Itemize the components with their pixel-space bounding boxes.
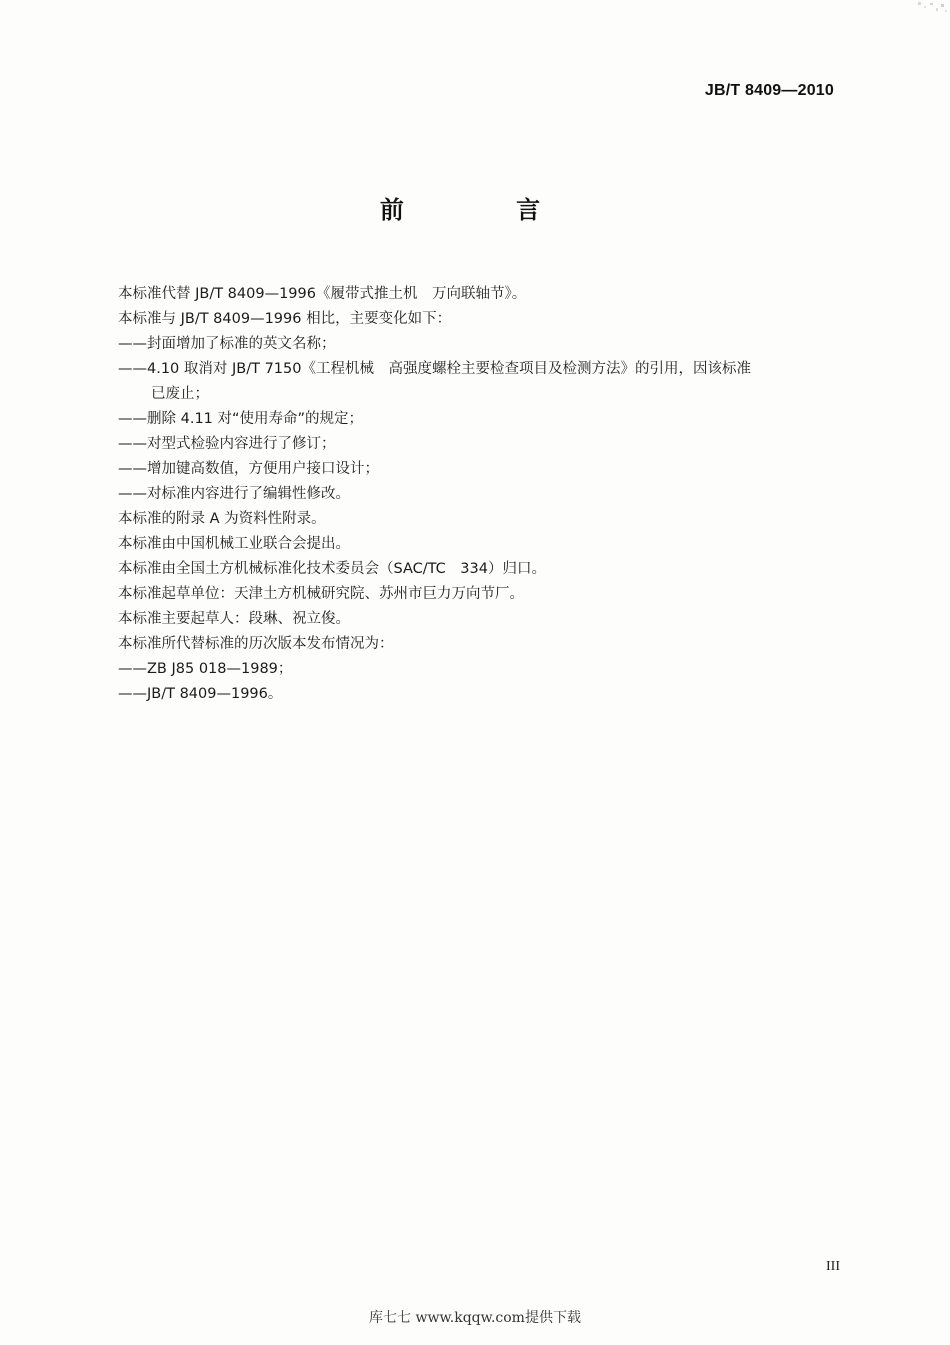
body-line: 本标准的附录 A 为资料性附录。 [118, 511, 326, 527]
change-item-continuation: 已废止； [151, 386, 209, 402]
change-item: ——对标准内容进行了编辑性修改。 [118, 486, 350, 502]
body-line: 本标准由中国机械工业联合会提出。 [118, 536, 350, 552]
standard-code: JB/T 8409—2010 [704, 82, 834, 99]
body-line: 本标准起草单位：天津土方机械研究院、苏州市巨力万向节厂。 [118, 586, 524, 602]
change-item: ——封面增加了标准的英文名称； [118, 336, 336, 352]
body-line: 本标准所代替标准的历次版本发布情况为： [118, 636, 394, 652]
change-item: ——对型式检验内容进行了修订； [118, 436, 336, 452]
scan-artifact [910, 0, 950, 30]
body-line: 本标准由全国土方机械标准化技术委员会（SAC/TC 334）归口。 [118, 561, 546, 577]
history-item: ——ZB J85 018—1989； [118, 661, 293, 677]
body-line: 本标准代替 JB/T 8409—1996《履带式推土机 万向联轴节》。 [118, 286, 527, 302]
change-item: ——4.10 取消对 JB/T 7150《工程机械 高强度螺栓主要检查项目及检测方法》的引用，因该标准 [118, 361, 751, 377]
change-item: ——删除 4.11 对“使用寿命”的规定； [118, 411, 364, 427]
body-line: 本标准主要起草人：段琳、祝立俊。 [118, 611, 350, 627]
download-footer: 库七七 www.kqqw.com提供下载 [369, 1310, 581, 1326]
history-item: ——JB/T 8409—1996。 [118, 686, 283, 702]
body-line: 本标准与 JB/T 8409—1996 相比，主要变化如下： [118, 311, 452, 327]
change-item: ——增加键高数值，方便用户接口设计； [118, 461, 379, 477]
page-number: III [826, 1259, 840, 1274]
foreword-body [118, 282, 848, 707]
page-title: 前 言 [379, 196, 593, 224]
